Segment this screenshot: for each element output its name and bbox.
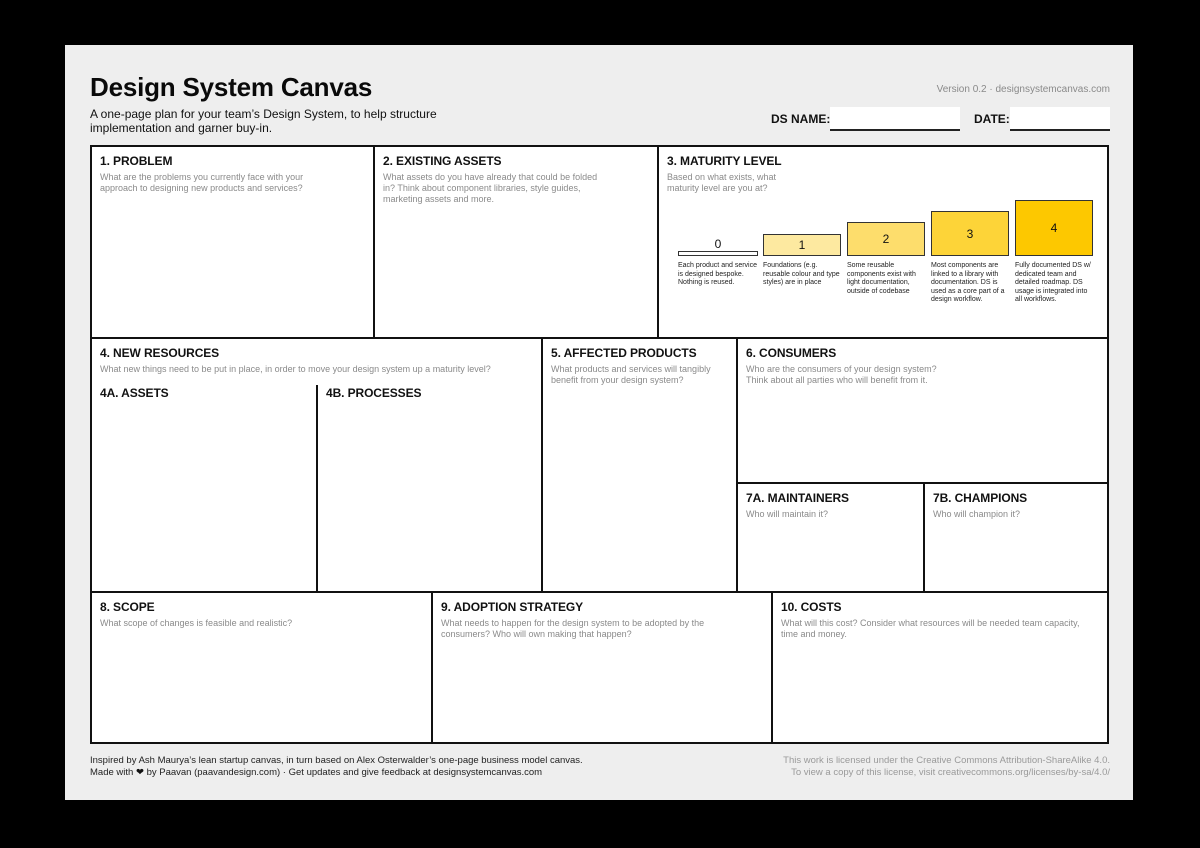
footer-line-2	[90, 767, 583, 779]
section-existing-assets[interactable]	[375, 147, 657, 337]
section-consumers[interactable]	[738, 339, 1107, 482]
section-title: 5. AFFECTED PRODUCTS	[551, 346, 697, 360]
footer-credits	[90, 755, 583, 779]
license-line-2[interactable]: To view a copy of this license, visit creativecommons.org/licenses/by-sa/4.0/	[791, 767, 1110, 778]
section-desc: What are the problems you currently face with your approach to designing new products and services?	[100, 172, 304, 193]
section-title: 4. NEW RESOURCES	[100, 346, 220, 360]
maturity-level-2-desc: Some reusable components exist with light documentation, outside of codebase	[847, 262, 916, 295]
footer-license	[783, 755, 1110, 779]
footer-author-link[interactable]: by Paavan (paavandesign.com) · Get updates and give feedback at designsystemcanvas.com	[146, 767, 543, 778]
section-desc: What needs to happen for the design system to be adopted by the consumers? Who will own making that happen?	[441, 618, 705, 639]
ds-name-label: DS NAME:	[771, 112, 831, 126]
section-title: 3. MATURITY LEVEL	[667, 154, 782, 168]
maturity-level-0-bar[interactable]	[678, 251, 758, 256]
section-affected-products[interactable]	[543, 339, 736, 591]
section-desc: Who will maintain it?	[746, 509, 829, 519]
version-label: Version 0.2 · designsystemcanvas.com	[936, 84, 1110, 95]
heart-icon: ❤	[135, 767, 144, 778]
section-4b-processes[interactable]	[318, 379, 541, 591]
section-desc: What scope of changes is feasible and realistic?	[100, 618, 293, 628]
section-title: 4B. PROCESSES	[326, 386, 422, 400]
footer-line-1: Inspired by Ash Maurya’s lean startup canvas, in turn based on Alex Osterwalder’s one-page business model canvas.	[90, 755, 583, 766]
section-desc: Who will champion it?	[933, 509, 1021, 519]
section-title: 9. ADOPTION STRATEGY	[441, 600, 584, 614]
section-title: 4A. ASSETS	[100, 386, 169, 400]
canvas-grid	[90, 145, 1109, 744]
section-title: 1. PROBLEM	[100, 154, 173, 168]
section-maintainers[interactable]	[738, 484, 923, 591]
section-desc: What new things need to be put in place, in order to move your design system up a maturity level?	[100, 364, 491, 374]
section-problem[interactable]	[92, 147, 373, 337]
section-title: 8. SCOPE	[100, 600, 155, 614]
canvas-page	[65, 45, 1133, 800]
section-desc: Based on what exists, what maturity level are you at?	[667, 172, 777, 193]
section-costs[interactable]	[773, 593, 1107, 742]
maturity-level-3-bar[interactable]: 3	[931, 211, 1009, 256]
maturity-level-0-desc: Each product and service is designed bespoke. Nothing is reused.	[678, 262, 757, 286]
page-subtitle: A one-page plan for your team’s Design System, to help structure implementation and garner buy-in.	[90, 107, 437, 135]
section-desc: What products and services will tangibly benefit from your design system?	[551, 364, 711, 385]
section-title: 6. CONSUMERS	[746, 346, 837, 360]
section-desc: What will this cost? Consider what resources will be needed team capacity, time and money.	[781, 618, 1080, 639]
date-input[interactable]	[1010, 107, 1110, 131]
section-title: 10. COSTS	[781, 600, 842, 614]
maturity-level-3-desc: Most components are linked to a library with documentation. DS is used as a core part of a design workflow.	[931, 262, 1005, 303]
section-scope[interactable]	[92, 593, 431, 742]
section-champions[interactable]	[925, 484, 1107, 591]
section-desc: What assets do you have already that could be folded in? Think about component libraries, style guides, marketing assets and more.	[383, 172, 598, 204]
section-adoption-strategy[interactable]	[433, 593, 771, 742]
section-title: 2. EXISTING ASSETS	[383, 154, 502, 168]
maturity-level-2-bar[interactable]: 2	[847, 222, 925, 256]
section-4a-assets[interactable]	[92, 379, 316, 591]
footer-made-with: Made with	[90, 767, 134, 778]
section-desc: Who are the consumers of your design system? Think about all parties who will benefit from it.	[746, 364, 937, 385]
maturity-level-4-desc: Fully documented DS w/ dedicated team and detailed roadmap. DS usage is integrated into all workflows.	[1015, 262, 1091, 303]
maturity-level-0-label: 0	[714, 237, 722, 251]
section-title: 7B. CHAMPIONS	[933, 491, 1028, 505]
page-title: Design System Canvas	[90, 72, 373, 102]
ds-name-input[interactable]	[830, 107, 960, 131]
license-line-1: This work is licensed under the Creative Commons Attribution-ShareAlike 4.0.	[783, 755, 1110, 766]
section-title: 7A. MAINTAINERS	[746, 491, 849, 505]
date-label: DATE:	[974, 112, 1010, 126]
maturity-level-1-bar[interactable]: 1	[763, 234, 841, 256]
maturity-level-4-bar[interactable]: 4	[1015, 200, 1093, 256]
maturity-level-1-desc: Foundations (e.g. reusable colour and type styles) are in place	[763, 262, 840, 286]
